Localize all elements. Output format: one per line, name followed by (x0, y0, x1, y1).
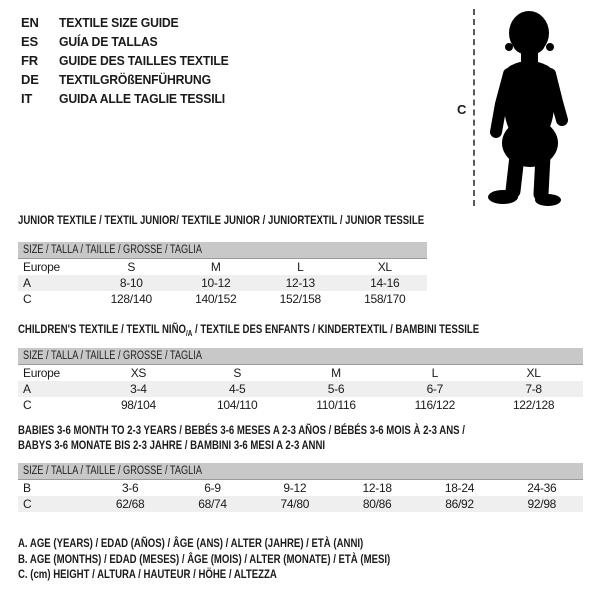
row-label: C (23, 497, 32, 511)
size-cell: L (431, 366, 438, 380)
height-measure-line (473, 9, 475, 206)
junior-size-table (18, 242, 427, 307)
size-cell: XL (526, 366, 541, 380)
size-cell: 7-8 (525, 382, 542, 396)
row-label: B (23, 481, 31, 495)
table-title-line (18, 438, 465, 453)
size-header-label: SIZE / TALLA / TAILLE / GRÖSSE / TAGLIA (23, 350, 202, 362)
title-text: JUNIOR TEXTILE / TEXTIL JUNIOR/ TEXTILE JUNIOR / JUNIORTEXTIL / JUNIOR TESSILE (18, 213, 425, 227)
junior-table-title (18, 213, 424, 228)
language-title: TEXTILGRÖßENFÜHRUNG (59, 72, 211, 87)
size-cell: 10-12 (201, 276, 231, 290)
table-title-line (18, 423, 465, 438)
title-text: / TEXTILE DES ENFANTS / KINDERTEXTIL / BAMBINI TESSILE (192, 322, 480, 336)
size-cell: 4-5 (228, 382, 246, 396)
row-label: Europe (23, 366, 60, 380)
title-text: BABIES 3-6 MONTH TO 2-3 YEARS / BEBÉS 3-6 MESES A 2-3 AÑOS / BÉBÉS 3-6 MOIS À 2-3 ANS / (18, 423, 465, 437)
size-cell: L (297, 260, 304, 274)
size-header-label: SIZE / TALLA / TAILLE / GRÖSSE / TAGLIA (23, 244, 202, 256)
language-code: ES (21, 34, 38, 49)
table-rows (18, 365, 583, 413)
language-title: GUIDE DES TAILLES TEXTILE (59, 53, 229, 68)
size-cell: S (233, 366, 242, 380)
language-code: IT (21, 91, 33, 106)
size-cell: 24-36 (527, 481, 557, 495)
children-size-table (18, 348, 583, 413)
size-cell: S (127, 260, 136, 274)
size-cell: XS (130, 366, 147, 380)
table-title-line (18, 322, 479, 341)
size-cell: 140/152 (195, 292, 237, 306)
footnote-line: A. AGE (YEARS) / EDAD (AÑOS) / ÂGE (ANS) / ALTER (JAHRE) / ETÀ (ANNI) (18, 536, 364, 550)
size-header-band (18, 348, 583, 365)
row-label: C (23, 398, 32, 412)
language-code: EN (21, 15, 39, 30)
size-cell: 110/116 (316, 398, 356, 412)
size-header-band (18, 242, 427, 259)
size-cell: XL (377, 260, 392, 274)
table-rows (18, 480, 583, 512)
size-cell: 12-18 (362, 481, 392, 495)
size-header-band (18, 463, 583, 480)
size-cell: 14-16 (370, 276, 400, 290)
table-row (18, 381, 583, 397)
footnote-line: B. AGE (MONTHS) / EDAD (MESES) / ÂGE (MOIS) / ALTER (MONATE) / ETÀ (MESI) (18, 551, 391, 566)
size-cell: 158/170 (364, 292, 406, 306)
size-cell: 12-13 (285, 276, 315, 290)
table-row (18, 397, 583, 413)
size-cell: 104/110 (217, 398, 258, 412)
language-row (21, 32, 239, 51)
language-code: DE (21, 72, 39, 87)
language-row (21, 51, 239, 70)
size-cell: 6-7 (426, 382, 444, 396)
babies-size-table (18, 463, 583, 512)
size-cell: 6-9 (204, 481, 221, 495)
title-text: CHILDREN'S TEXTILE / TEXTIL NIÑO (18, 322, 186, 336)
size-cell: 3-4 (130, 382, 147, 396)
row-label: Europe (23, 260, 60, 274)
table-row (18, 496, 583, 512)
size-cell: M (210, 260, 221, 274)
table-rows (18, 259, 427, 307)
table-row (18, 291, 427, 307)
toddler-silhouette-icon (484, 8, 574, 208)
babies-table-title (18, 423, 465, 453)
size-cell: 80/86 (362, 497, 392, 511)
children-table-title (18, 322, 479, 341)
table-row (18, 365, 583, 381)
size-cell: 74/80 (280, 497, 310, 511)
size-cell: 122/128 (512, 398, 555, 412)
size-cell: 92/98 (527, 497, 557, 511)
height-measure-label: C (457, 102, 467, 117)
row-label: C (23, 292, 32, 306)
size-cell: 3-6 (121, 481, 139, 495)
language-list (21, 13, 239, 108)
size-cell: 116/122 (414, 398, 455, 412)
size-cell: 86/92 (445, 497, 474, 511)
subscript-text: /A (185, 329, 193, 338)
size-cell: 62/68 (115, 497, 145, 511)
title-text: BABYS 3-6 MONATE BIS 2-3 JAHRE / BAMBINI 3-6 MESI A 2-3 ANNI (18, 438, 326, 452)
language-title: TEXTILE SIZE GUIDE (59, 15, 179, 30)
table-row (18, 480, 583, 496)
size-cell: 68/74 (198, 497, 227, 511)
language-title: GUÍA DE TALLAS (59, 34, 158, 49)
language-row (21, 70, 239, 89)
language-title: GUIDA ALLE TAGLIE TESSILI (59, 91, 225, 106)
size-cell: M (331, 366, 341, 380)
language-row (21, 89, 239, 108)
row-label: A (23, 276, 31, 290)
size-cell: 98/104 (120, 398, 156, 412)
row-label: A (23, 382, 31, 396)
table-title-line (18, 213, 424, 228)
table-row (18, 275, 427, 291)
size-cell: 5-6 (327, 382, 345, 396)
size-cell: 128/140 (110, 292, 152, 306)
language-code: FR (21, 53, 38, 68)
footnote-list (18, 536, 390, 583)
size-cell: 18-24 (444, 481, 475, 495)
size-header-label: SIZE / TALLA / TAILLE / GRÖSSE / TAGLIA (23, 465, 202, 477)
size-cell: 9-12 (283, 481, 307, 495)
language-row (21, 13, 239, 32)
footnote-line: C. (cm) HEIGHT / ALTURA / HAUTEUR / HÖHE / ALTEZZA (18, 567, 277, 581)
size-cell: 8-10 (119, 276, 143, 290)
size-cell: 152/158 (279, 292, 321, 306)
table-row (18, 259, 427, 275)
